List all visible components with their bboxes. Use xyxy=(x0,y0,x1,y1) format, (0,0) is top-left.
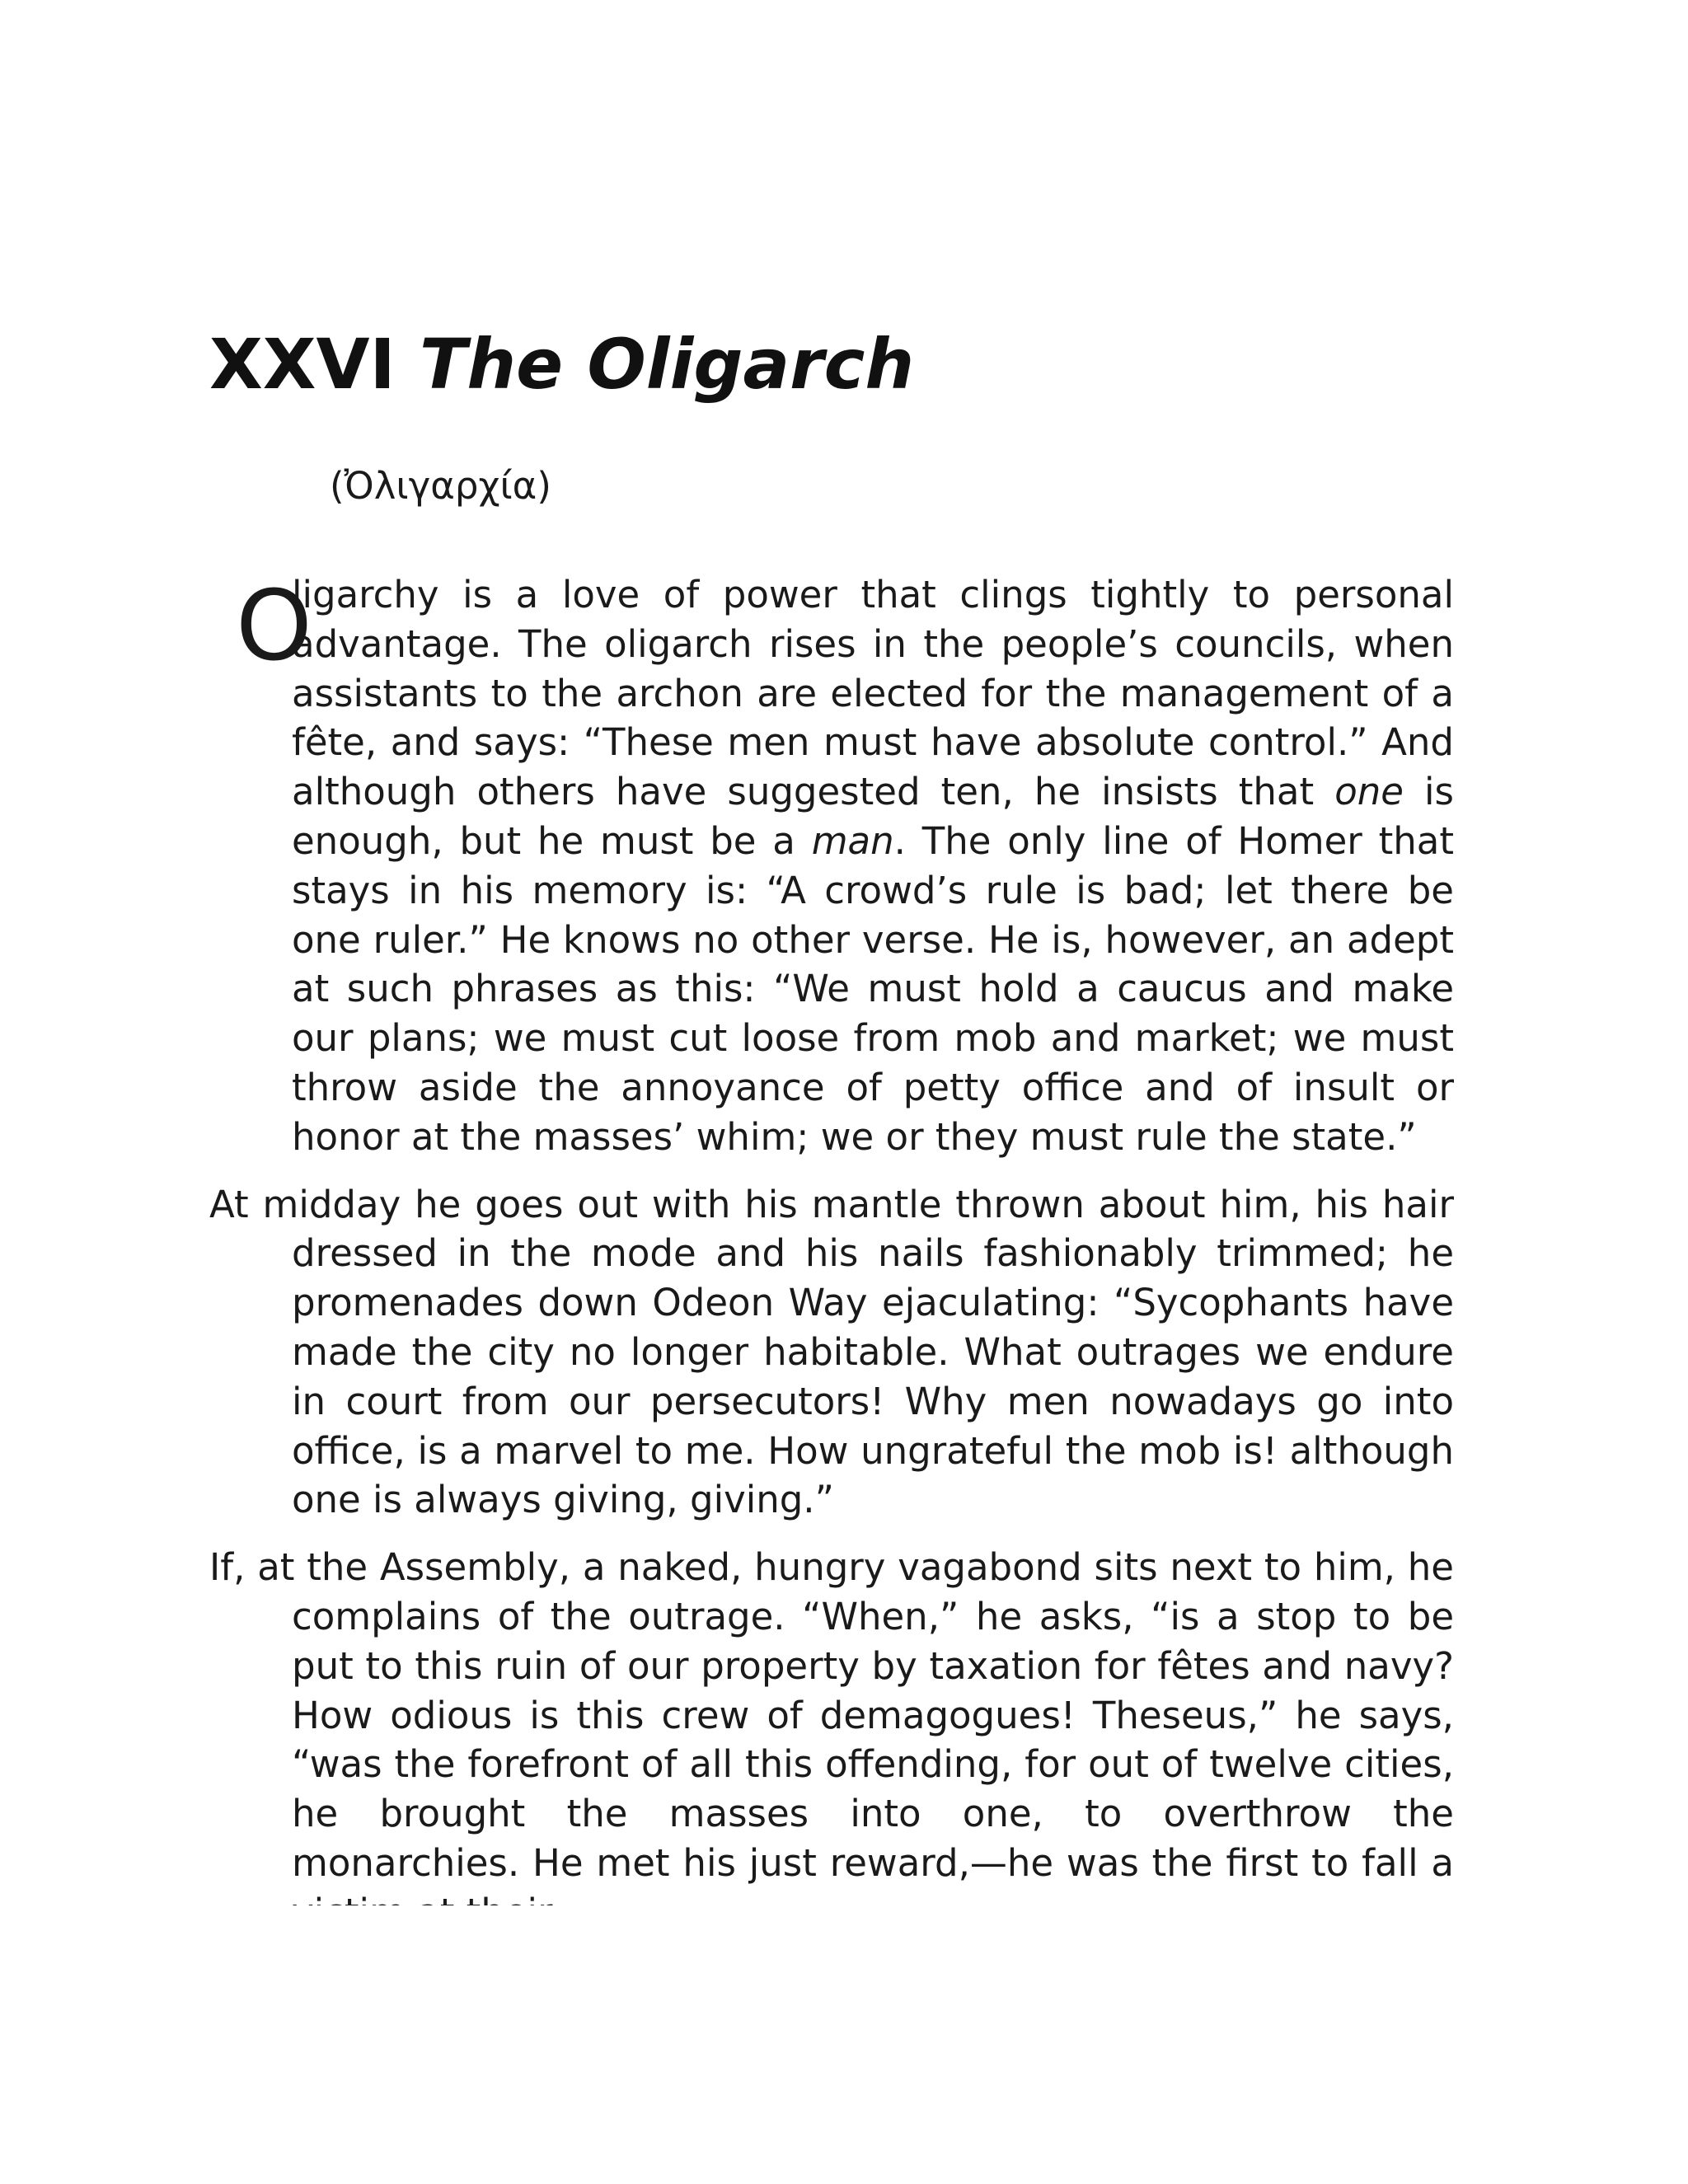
paragraph-1 xyxy=(209,570,1454,1162)
paragraph-2: At midday he goes out with his mantle thrown about him, his hair dressed in the mode and his nails fashionably trimmed; he promenades down Odeon Way ejaculating: “Sycophants have made the city no longer habitable. What outrages we endure in court from our persecutors! Why men nowadays go into office, is a marvel to me. How ungrateful the mob is! although one is always giving, giving.” xyxy=(209,1182,1454,1522)
paragraph-1-tail: . The only line of Homer that stays in his memory is: “A crowd’s rule is bad; let there be one ruler.” He knows no other verse. He is, however, an adept at such phrases as this: “We must hold a caucus and make our plans; we must cut loose from mob and market; we must throw aside the annoyance of petty office and of insult or honor at the masses’ whim; we or they must rule the state.” xyxy=(292,818,1454,1159)
chapter-title xyxy=(209,323,914,405)
paragraph-3: If, at the Assembly, a naked, hungry vagabond sits next to him, he complains of the outrage. “When,” he asks, “is a stop to be put to this ruin of our property by taxation for fêtes and navy? How odious is this crew of demagogues! Theseus,” he says, “was the forefront of all this offending, for out of twelve cities, he brought the masses into one, to overthrow the monarchies. He met his just reward,—he was the first to fall a xyxy=(209,1545,1454,1885)
paragraph-1-lead: ligarchy is a love of power that clings tightly to personal advantage. The oligarch rises in the people’s councils, when assistants to the archon are elected for the management of a fête, and says: “These men must have absolute control.” And although others have suggested ten, he insists that xyxy=(292,573,1454,814)
body-text xyxy=(209,570,1454,1956)
emphasis-one: one xyxy=(1334,770,1404,814)
chapter-numeral: XXVI xyxy=(209,324,396,405)
drop-cap: O xyxy=(236,569,312,682)
paragraph-1-mid: is enough, but he must be a xyxy=(292,770,1454,863)
greek-subtitle: (Ὀλιγαρχία) xyxy=(330,464,551,508)
bottom-margin xyxy=(0,1905,1688,2184)
chapter-title-text: The Oligarch xyxy=(420,324,915,405)
emphasis-man: man xyxy=(811,818,894,863)
